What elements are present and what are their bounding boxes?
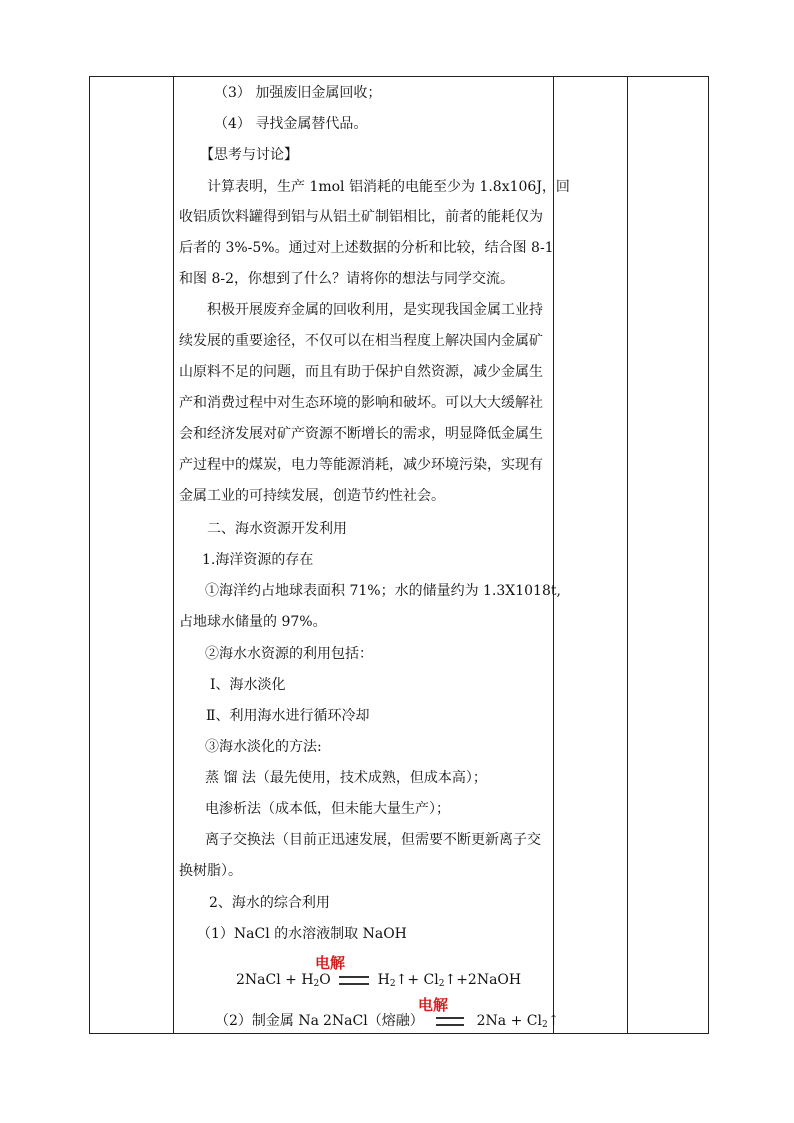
- text-line: 会和经济发展对矿产资源不断增长的需求，明显降低金属生: [179, 426, 543, 442]
- reaction-condition-label: 电解: [418, 996, 449, 1014]
- text-line: Ⅰ、海水淡化: [210, 677, 286, 693]
- text-line: ③海水淡化的方法:: [205, 739, 322, 755]
- text-line: Ⅱ、利用海水进行循环冷却: [206, 708, 370, 724]
- text-line: 积极开展废弃金属的回收利用，是实现我国金属工业持: [207, 302, 543, 318]
- text-line: 山原料不足的问题，而且有助于保护自然资源，减少金属生: [179, 364, 543, 380]
- text-line: 金属工业的可持续发展，创造节约性社会。: [179, 488, 445, 504]
- equals-sign: [339, 976, 369, 985]
- equation-left-side: 2NaCl + $H_2O$: [236, 972, 331, 989]
- text-line: 产和消费过程中对生态环境的影响和破坏。可以大大缓解社: [179, 395, 543, 411]
- column-divider-2: [553, 77, 554, 1033]
- text-line: 电渗析法（成本低，但未能大量生产）；: [205, 801, 450, 817]
- subsection-heading: 1.海洋资源的存在: [202, 552, 314, 568]
- text-line: 后者的 3%-5%。通过对上述数据的分析和比较，结合图 8-1: [179, 240, 554, 256]
- text-line: 蒸 馏 法（最先使用，技术成熟，但成本高）；: [205, 770, 487, 786]
- text-line: 和图 8-2，你想到了什么？请将你的想法与同学交流。: [179, 271, 514, 287]
- text-line: 换树脂）。: [179, 863, 242, 879]
- text-line: （3） 加强废旧金属回收；: [214, 85, 382, 101]
- text-line: 收铝质饮料罐得到铝与从铝土矿制铝相比，前者的能耗仅为: [179, 209, 543, 225]
- chemical-equation-2: [215, 1012, 319, 1030]
- equation-left-side: 2NaCl（熔融）: [323, 1013, 424, 1029]
- text-line: （1）NaCl 的水溶液制取 NaOH: [197, 926, 407, 942]
- section-heading: 【思考与讨论】: [200, 147, 298, 163]
- text-line: 占地球水储量的 97%。: [179, 614, 327, 630]
- text-line: ②海水水资源的利用包括：: [205, 646, 373, 662]
- equation-right-side: $2Na + Cl_2↑$: [476, 1013, 560, 1030]
- section-heading: 二、海水资源开发利用: [207, 521, 347, 537]
- equation-right-side: $H_2↑+$ $Cl_2↑+2NaOH$: [377, 972, 522, 989]
- text-line: 产过程中的煤炭，电力等能源消耗，减少环境污染，实现有: [179, 457, 543, 473]
- text-line: 计算表明，生产 1mol 铝消耗的电能至少为 1.8x106J，回: [207, 179, 570, 195]
- column-divider-1: [173, 77, 174, 1033]
- chemical-equation-2-body: [323, 1012, 559, 1034]
- text-line: ①海洋约占地球表面积 71%；水的储量约为 1.3X1018t,: [205, 583, 561, 599]
- column-divider-3: [627, 77, 628, 1033]
- text-line: 续发展的重要途径，不仅可以在相当程度上解决国内金属矿: [179, 333, 543, 349]
- text-line: （4） 寻找金属替代品。: [214, 116, 368, 132]
- subsection-heading: 2、海水的综合利用: [209, 895, 330, 911]
- chemical-equation-1: [236, 971, 521, 993]
- text-line: 离子交换法（目前正迅速发展，但需要不断更新离子交: [205, 832, 541, 848]
- equals-sign: [436, 1017, 464, 1026]
- reaction-condition-label: 电解: [315, 954, 346, 972]
- equation-label: （2）制金属 Na: [215, 1013, 319, 1029]
